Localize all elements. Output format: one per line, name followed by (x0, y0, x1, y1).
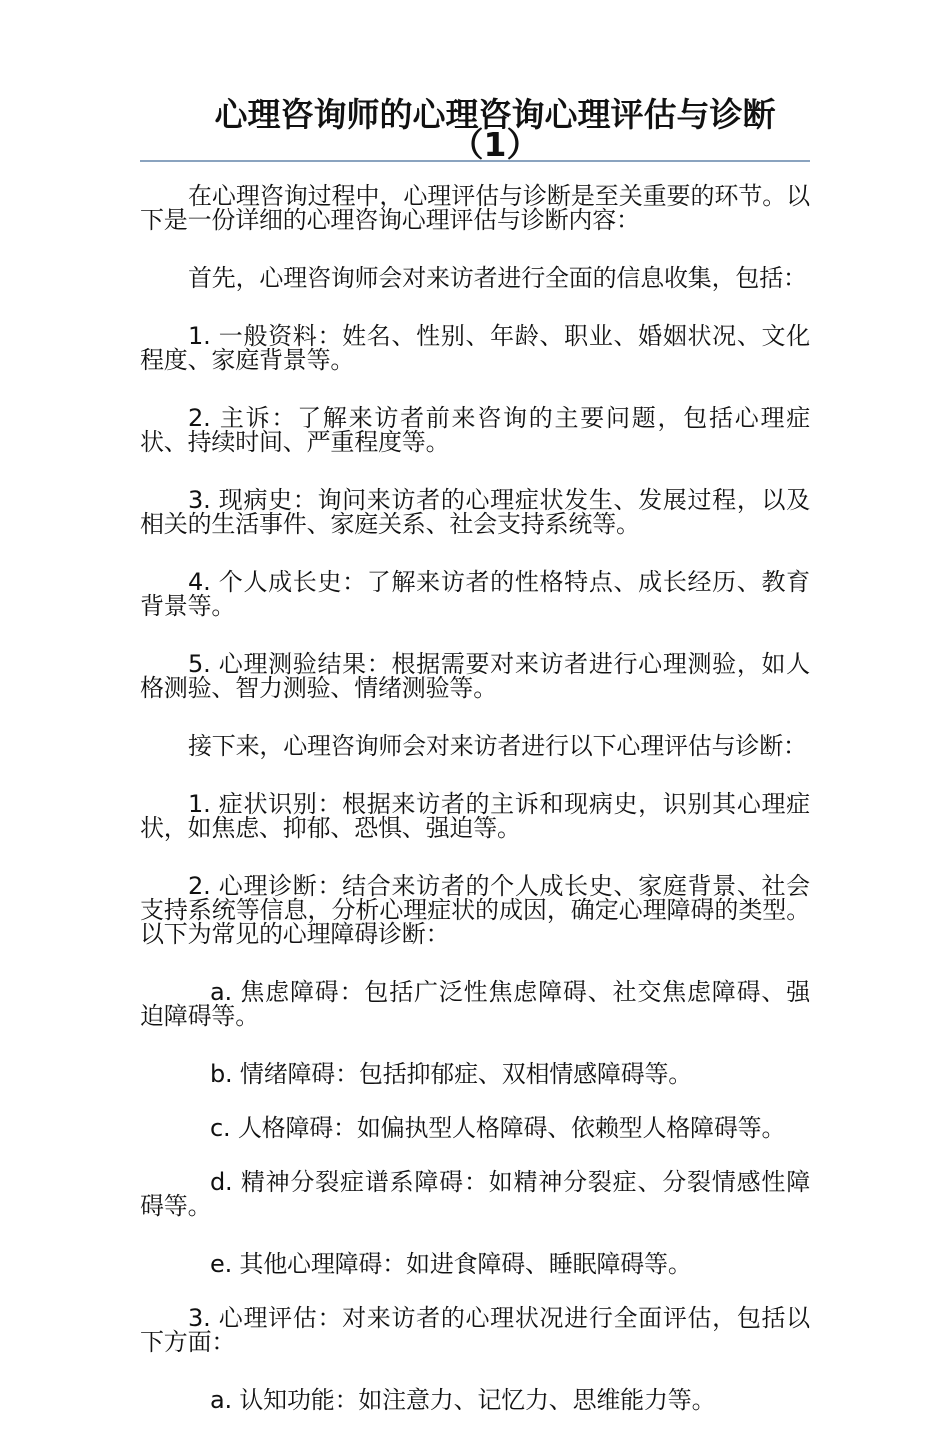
document-title: 心理咨询师的心理咨询心理评估与诊断（1） (214, 95, 776, 164)
paragraph: 接下来，心理咨询师会对来访者进行以下心理评估与诊断： (188, 732, 807, 760)
list-item: 3. 现病史：询问来访者的心理症状发生、发展过程，以及相关的生活事件、家庭关系、社会支持系统等。 (140, 486, 810, 538)
sub-list-item: d. 精神分裂症谱系障碍：如精神分裂症、分裂情感性障碍等。 (140, 1168, 810, 1220)
list-item: 1. 症状识别：根据来访者的主诉和现病史，识别其心理症状，如焦虑、抑郁、恐惧、强迫等。 (140, 790, 810, 842)
sub-list-item: a. 焦虑障碍：包括广泛性焦虑障碍、社交焦虑障碍、强迫障碍等。 (140, 978, 810, 1030)
document-page (140, 95, 810, 1446)
paragraph: 首先，心理咨询师会对来访者进行全面的信息收集，包括： (188, 264, 807, 292)
sub-list-item: b. 情绪障碍：包括抑郁症、双相情感障碍等。 (210, 1060, 693, 1088)
list-item: 3. 心理评估：对来访者的心理状况进行全面评估，包括以下方面： (140, 1304, 810, 1356)
list-item: 2. 主诉：了解来访者前来咨询的主要问题，包括心理症状、持续时间、严重程度等。 (140, 404, 810, 456)
list-item: 5. 心理测验结果：根据需要对来访者进行心理测验，如人格测验、智力测验、情绪测验等。 (140, 650, 810, 702)
sub-list-item: c. 人格障碍：如偏执型人格障碍、依赖型人格障碍等。 (210, 1114, 786, 1142)
list-item: 2. 心理诊断：结合来访者的个人成长史、家庭背景、社会支持系统等信息，分析心理症状的成因，确定心理障碍的类型。以下为常见的心理障碍诊断： (140, 872, 810, 948)
sub-list-item: e. 其他心理障碍：如进食障碍、睡眠障碍等。 (210, 1250, 692, 1278)
paragraph: 在心理咨询过程中，心理评估与诊断是至关重要的环节。以下是一份详细的心理咨询心理评估与诊断内容： (140, 182, 810, 234)
sub-list-item: a. 认知功能：如注意力、记忆力、思维能力等。 (210, 1386, 716, 1414)
list-item: 4. 个人成长史：了解来访者的性格特点、成长经历、教育背景等。 (140, 568, 810, 620)
list-item: 1. 一般资料：姓名、性别、年龄、职业、婚姻状况、文化程度、家庭背景等。 (140, 322, 810, 374)
